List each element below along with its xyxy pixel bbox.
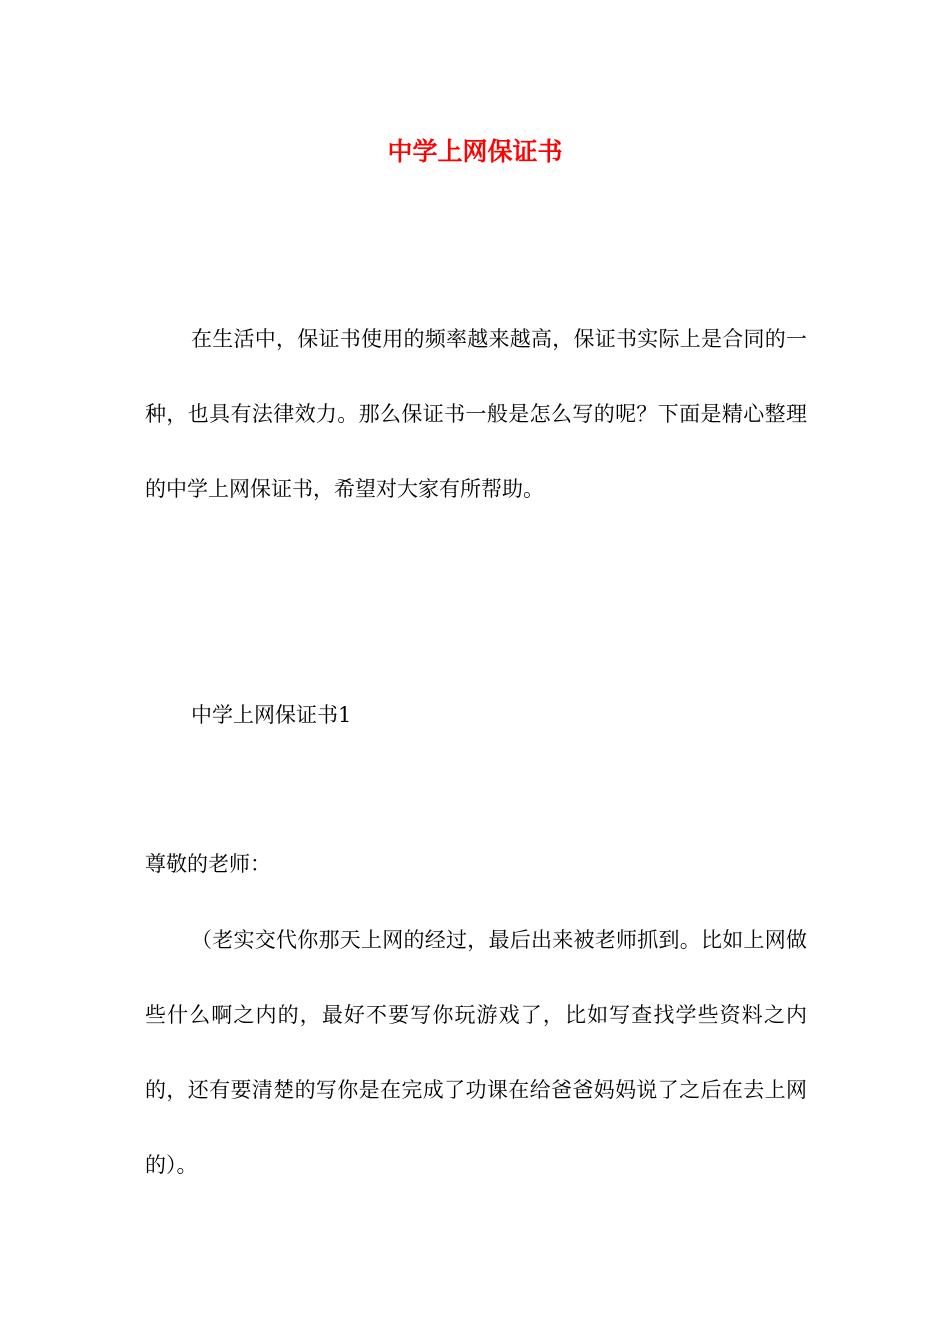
document-title: 中学上网保证书 — [387, 137, 563, 166]
intro-paragraph: 在生活中，保证书使用的频率越来越高，保证书实际上是合同的一种，也具有法律效力。那么保证书一般是怎么写的呢？下面是精心整理的中学上网保证书，希望对大家有所帮助。 — [145, 327, 807, 501]
section-heading: 中学上网保证书1 — [191, 703, 352, 727]
body-paragraph: （老实交代你那天上网的经过，最后出来被老师抓到。比如上网做些什么啊之内的，最好不要写你玩游戏了，比如写查找学些资料之内的，还有要清楚的写你是在完成了功课在给爸爸妈妈说了之后在去上网的）。 — [145, 928, 807, 1177]
salutation: 尊敬的老师： — [145, 852, 271, 876]
